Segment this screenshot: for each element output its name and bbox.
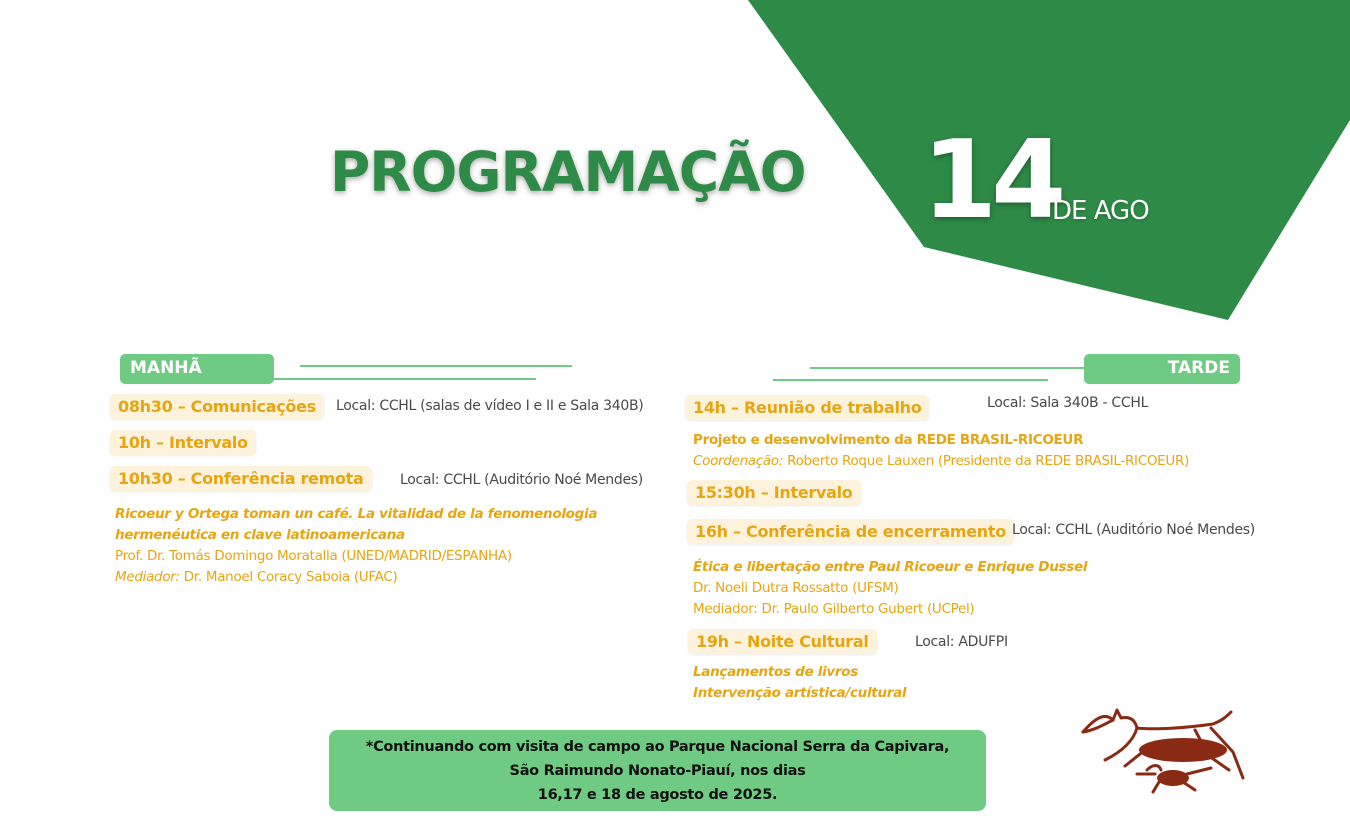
afternoon-section-tag: TARDE — [1084, 354, 1240, 384]
divider-line — [300, 365, 572, 367]
field-visit-note — [329, 730, 986, 811]
mediator-label: Mediador: — [115, 569, 180, 585]
schedule-time-pill: 15:30h – Intervalo — [687, 480, 861, 505]
meeting-details — [693, 430, 1253, 472]
schedule-time-pill: 16h – Conferência de encerramento — [687, 519, 1014, 544]
lecture-details — [115, 504, 675, 588]
schedule-time-pill: 19h – Noite Cultural — [688, 629, 877, 654]
schedule-time-pill: 10h30 – Conferência remota — [110, 466, 372, 491]
location-text: Local: ADUFPI — [915, 634, 1008, 650]
project-title: Projeto e desenvolvimento da REDE BRASIL-RICOEUR — [693, 432, 1084, 448]
rock-art-animals-icon — [1075, 690, 1255, 800]
date-day: 14 — [922, 118, 1061, 243]
schedule-time-pill: 10h – Intervalo — [110, 430, 256, 455]
cultural-item: Lançamentos de livros — [693, 664, 858, 680]
note-line: 16,17 e 18 de agosto de 2025. — [537, 787, 778, 803]
note-line: *Continuando com visita de campo ao Parque Nacional Serra da Capivara, — [365, 739, 950, 755]
cultural-details — [693, 662, 1093, 704]
date-month: DE AGO — [1052, 196, 1149, 226]
page-title: PROGRAMAÇÃO — [330, 140, 806, 204]
schedule-time-pill: 14h – Reunião de trabalho — [685, 395, 929, 420]
lecture-title: Ricoeur y Ortega toman un café. La vitalidad de la fenomenologia — [115, 506, 598, 522]
lecture-title: Ética e libertação entre Paul Ricoeur e Enrique Dussel — [693, 559, 1088, 575]
speaker-text: Prof. Dr. Tomás Domingo Moratalla (UNED/MADRID/ESPANHA) — [115, 548, 512, 564]
mediator-name: Dr. Manoel Coracy Saboia (UFAC) — [179, 569, 398, 585]
mediator-text: Mediador: Dr. Paulo Gilberto Gubert (UCPel) — [693, 601, 975, 617]
mediator-text — [115, 567, 675, 588]
divider-line — [773, 379, 1048, 381]
lecture-details — [693, 557, 1253, 620]
location-text: Local: Sala 340B - CCHL — [987, 395, 1149, 411]
location-text: Local: CCHL (Auditório Noé Mendes) — [1012, 522, 1255, 538]
divider-line — [270, 378, 536, 380]
note-line: São Raimundo Nonato-Piauí, nos dias — [509, 763, 806, 779]
coordination-label: Coordenação: — [693, 453, 784, 469]
morning-section-tag: MANHÃ — [120, 354, 274, 384]
location-text: Local: CCHL (salas de vídeo I e II e Sala 340B) — [336, 398, 644, 414]
cultural-item: Intervenção artística/cultural — [693, 685, 907, 701]
coordination-name: Roberto Roque Lauxen (Presidente da REDE BRASIL-RICOEUR) — [783, 453, 1190, 469]
speaker-text: Dr. Noeli Dutra Rossatto (UFSM) — [693, 580, 899, 596]
divider-line — [810, 367, 1084, 369]
schedule-time-pill: 08h30 – Comunicações — [110, 394, 324, 419]
lecture-title: hermenéutica en clave latinoamericana — [115, 527, 405, 543]
coordination-text — [693, 451, 1253, 472]
location-text: Local: CCHL (Auditório Noé Mendes) — [400, 472, 643, 488]
